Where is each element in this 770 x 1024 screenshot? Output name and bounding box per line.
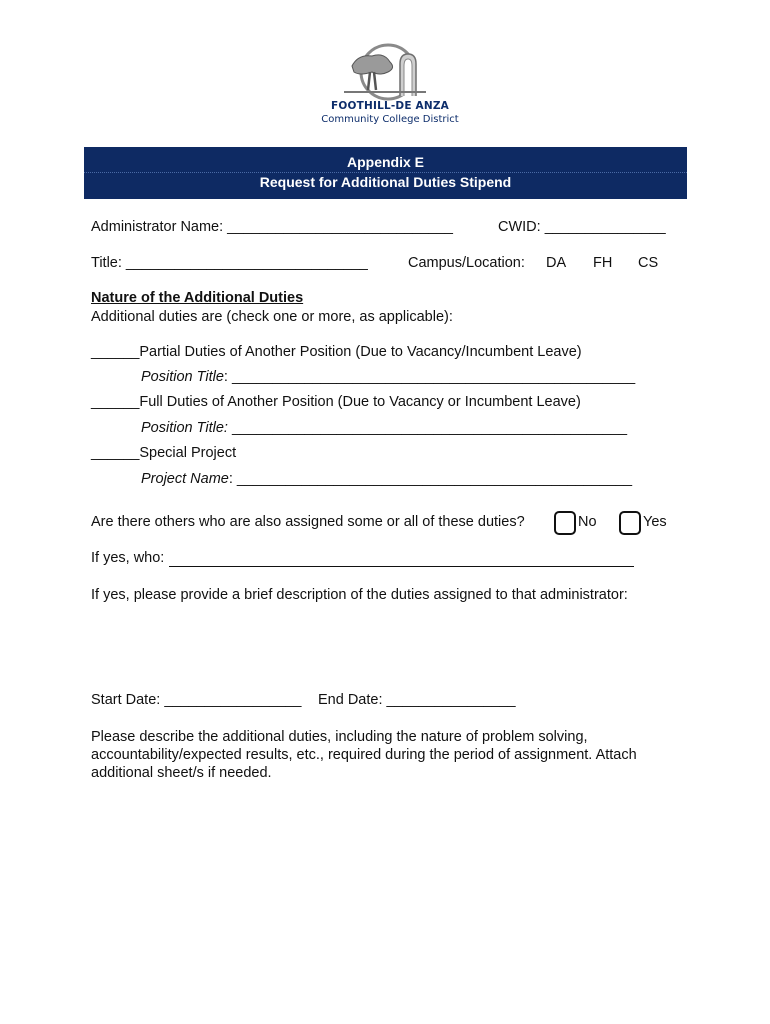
nature-heading: Nature of the Additional Duties — [91, 290, 304, 306]
duties-instructions: Please describe the additional duties, including the nature of problem solving, accountability/expected results, etc., required during the period of assignment. Attach additional sheet/s if needed. — [91, 729, 637, 781]
special-project-option[interactable]: ______Special Project — [91, 445, 237, 461]
partial-position-title-row[interactable] — [141, 369, 635, 385]
no-checkbox[interactable] — [554, 511, 576, 535]
describe-prompt: If yes, please provide a brief description of the duties assigned to that administrator: — [91, 587, 628, 603]
logo-subtitle: Community College District — [321, 114, 459, 125]
full-position-title-row[interactable] — [141, 420, 627, 436]
campus-label: Campus/Location: — [408, 255, 525, 271]
cwid-field[interactable]: CWID: _______________ — [498, 219, 666, 235]
project-name-row[interactable] — [141, 471, 632, 487]
district-logo — [315, 42, 465, 132]
logo-name: FOOTHILL-DE ANZA — [330, 100, 450, 112]
full-position-title-line[interactable]: _________________________________________________ — [227, 420, 628, 436]
title-banner — [84, 147, 687, 199]
others-question: Are there others who are also assigned some or all of these duties? — [91, 514, 525, 530]
full-duties-option[interactable]: ______Full Duties of Another Position (Due to Vacancy or Incumbent Leave) — [91, 394, 581, 410]
full-position-title-label: Position Title: — [141, 420, 228, 436]
end-date-field[interactable]: End Date: ________________ — [318, 692, 516, 708]
project-name-line[interactable]: : _________________________________________________ — [228, 471, 633, 487]
campus-option-cs[interactable]: CS — [638, 255, 659, 271]
yes-checkbox[interactable] — [619, 511, 641, 535]
campus-option-fh[interactable]: FH — [593, 255, 613, 271]
who-input-line[interactable] — [169, 566, 634, 567]
tree-arch-logo-icon — [330, 42, 450, 102]
nature-intro: Additional duties are (check one or more, as applicable): — [91, 309, 453, 325]
yes-label: Yes — [643, 514, 667, 530]
who-label: If yes, who: — [91, 550, 165, 566]
banner-divider — [84, 172, 687, 173]
partial-position-title-line[interactable]: : __________________________________________________ — [223, 369, 636, 385]
form-title: Request for Additional Duties Stipend — [259, 174, 512, 190]
appendix-title: Appendix E — [346, 154, 424, 170]
partial-duties-option[interactable]: ______Partial Duties of Another Position (Due to Vacancy/Incumbent Leave) — [91, 344, 582, 360]
campus-option-da[interactable]: DA — [546, 255, 567, 271]
title-field[interactable]: Title: ______________________________ — [91, 255, 368, 271]
partial-position-title-label: Position Title — [141, 369, 224, 385]
start-date-field[interactable]: Start Date: _________________ — [91, 692, 302, 708]
admin-name-field[interactable]: Administrator Name: ____________________________ — [91, 219, 453, 235]
no-label: No — [578, 514, 597, 530]
project-name-label: Project Name — [141, 471, 229, 487]
